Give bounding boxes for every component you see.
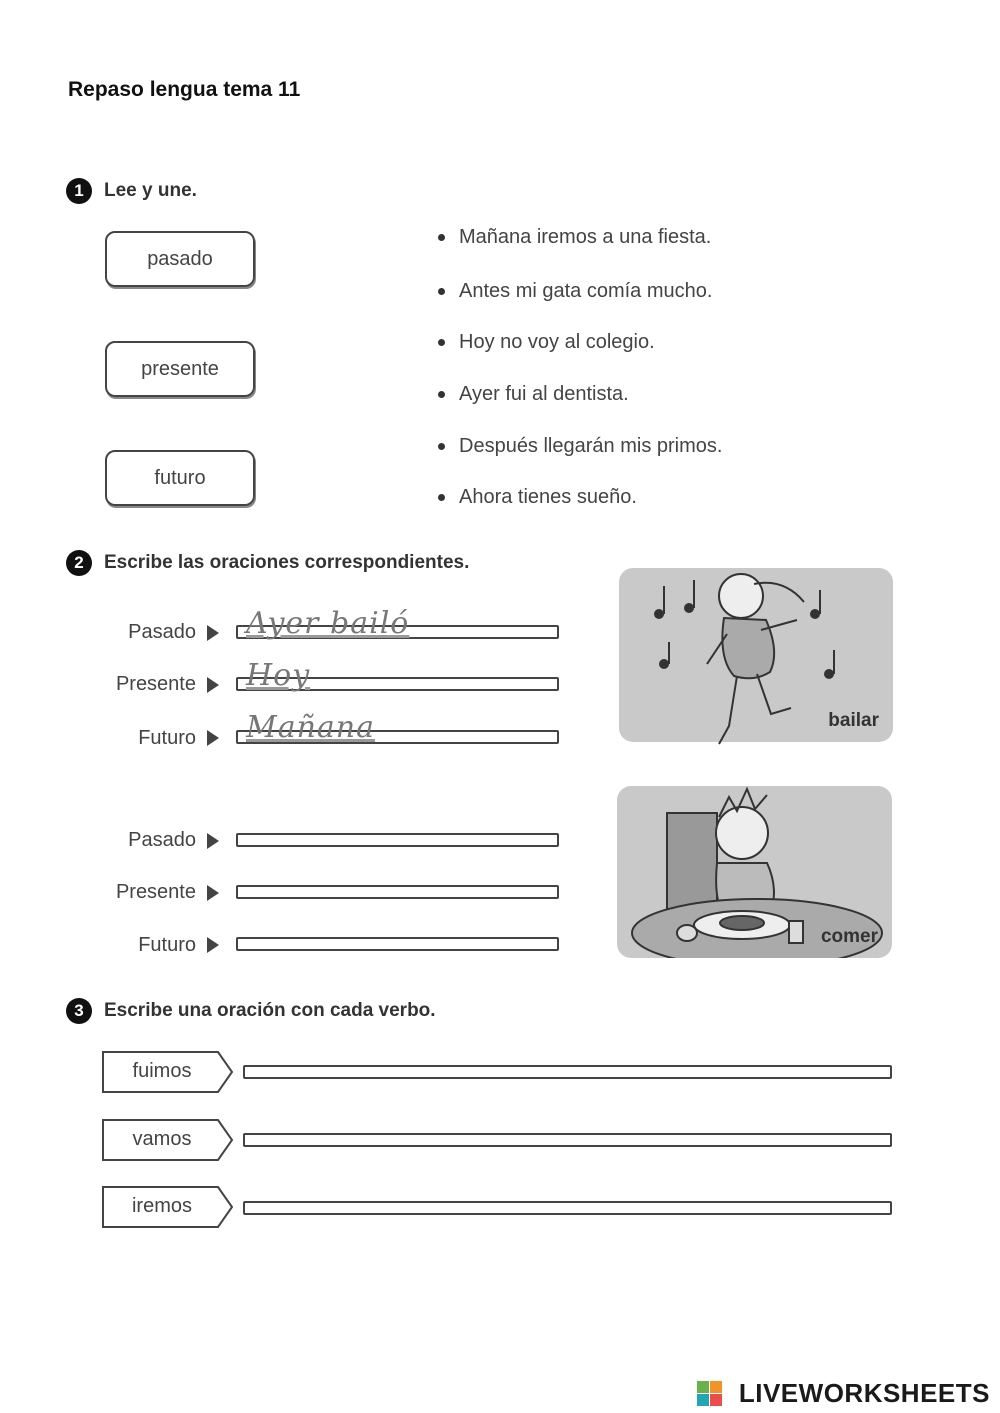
tense-box-futuro[interactable]: futuro (105, 450, 255, 506)
bullet-icon (438, 494, 445, 501)
page-title: Repaso lengua tema 11 (68, 78, 301, 101)
exercise-3-heading: Escribe una oración con cada verbo. (104, 1000, 436, 1021)
exercise-3-number: 3 (66, 998, 92, 1024)
liveworksheets-logo-icon (697, 1381, 723, 1407)
answer-line-presente[interactable] (236, 885, 559, 899)
arrow-icon (207, 833, 219, 849)
brand-name[interactable]: LIVEWORKSHEETS (738, 1378, 990, 1408)
exercise-2-heading: Escribe las oraciones correspondientes. (104, 552, 470, 573)
answer-line-vamos[interactable] (243, 1133, 892, 1147)
answer-line-pasado[interactable] (236, 833, 559, 847)
sentence-item[interactable]: Mañana iremos a una fiesta. (438, 226, 711, 249)
picture-bailar (619, 568, 893, 742)
arrow-icon (207, 937, 219, 953)
arrow-icon (207, 730, 219, 746)
sentence-item[interactable]: Ayer fui al dentista. (438, 383, 629, 406)
label-pasado: Pasado (128, 829, 196, 851)
bullet-icon (438, 234, 445, 241)
bullet-icon (438, 391, 445, 398)
sentence-item[interactable]: Hoy no voy al colegio. (438, 331, 655, 354)
answer-line-futuro[interactable] (236, 937, 559, 951)
arrow-icon (207, 677, 219, 693)
arrow-icon (207, 885, 219, 901)
verb-label: iremos (131, 1195, 192, 1217)
label-futuro: Futuro (138, 727, 196, 749)
tense-box-pasado[interactable]: pasado (105, 231, 255, 287)
sentence-item[interactable]: Ahora tienes sueño. (438, 486, 637, 509)
picture-comer (617, 786, 892, 958)
label-presente: Presente (115, 881, 196, 903)
arrow-icon (207, 625, 219, 641)
verb-label: fuimos (132, 1060, 192, 1082)
handwriting-answer: Hoy (246, 658, 311, 693)
answer-line-iremos[interactable] (243, 1201, 892, 1215)
verb-label: vamos (132, 1128, 192, 1150)
exercise-1-number: 1 (66, 178, 92, 204)
answer-line-fuimos[interactable] (243, 1065, 892, 1079)
sentence-item[interactable]: Después llegarán mis primos. (438, 435, 722, 458)
label-presente: Presente (115, 673, 196, 695)
sentence-item[interactable]: Antes mi gata comía mucho. (438, 280, 712, 303)
handwriting-answer: Ayer bailó (246, 606, 410, 641)
label-futuro: Futuro (138, 934, 196, 956)
exercise-2-number: 2 (66, 550, 92, 576)
tense-box-presente[interactable]: presente (105, 341, 255, 397)
handwriting-answer: Mañana (246, 710, 376, 745)
bullet-icon (438, 288, 445, 295)
exercise-1-heading: Lee y une. (104, 180, 197, 201)
picture-caption: comer (820, 926, 878, 947)
picture-caption: bailar (828, 710, 879, 731)
bullet-icon (438, 339, 445, 346)
bullet-icon (438, 443, 445, 450)
label-pasado: Pasado (128, 621, 196, 643)
